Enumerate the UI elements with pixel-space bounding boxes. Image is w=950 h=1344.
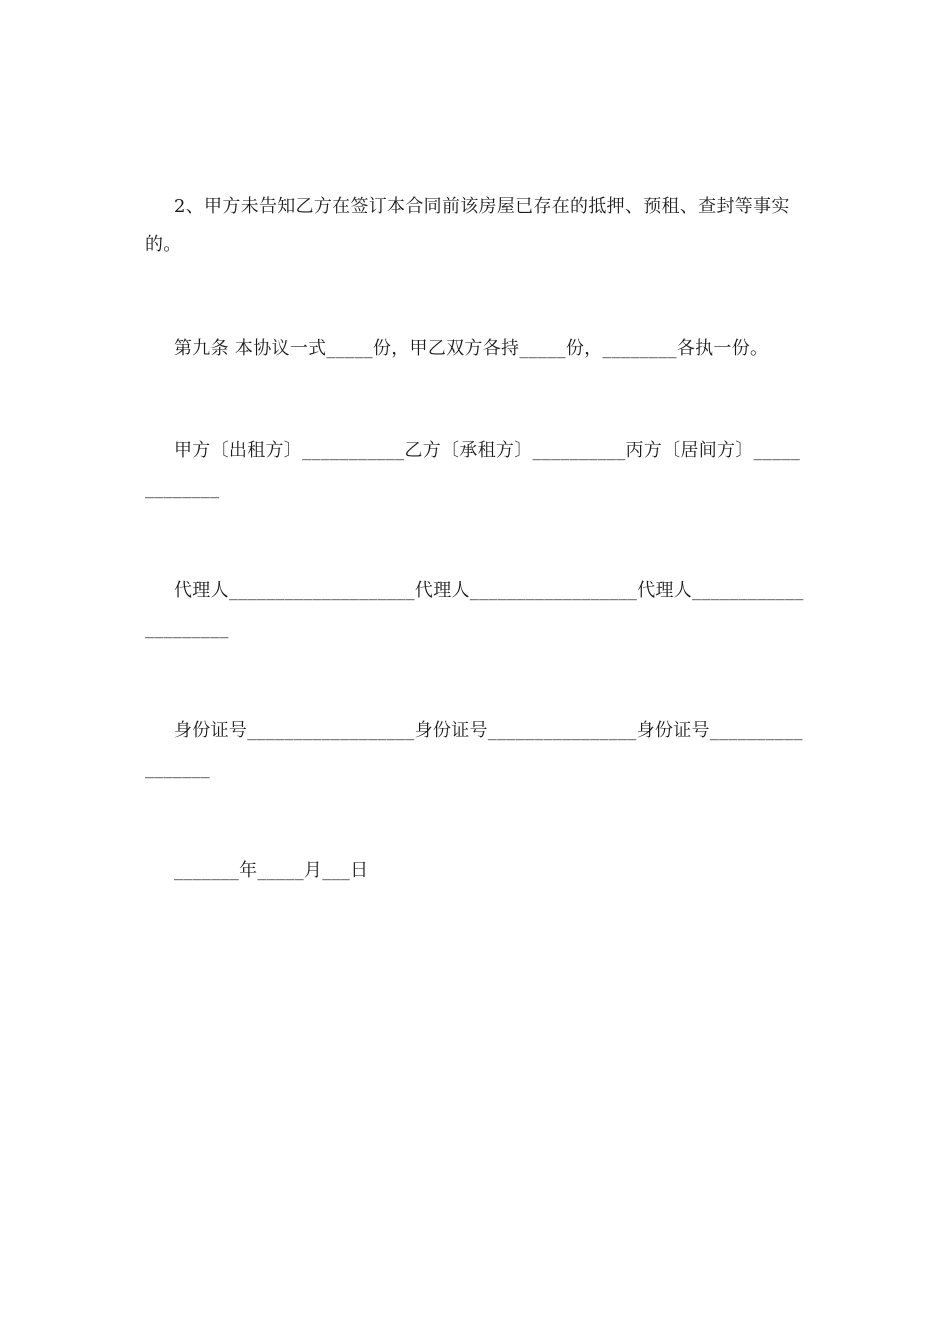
date-line: _______年_____月___日 <box>174 860 369 881</box>
clause-2-paragraph: 2、甲方未告知乙方在签订本合同前该房屋已存在的抵押、预租、查封等事实的。 <box>145 196 790 255</box>
id-number-line: 身份证号__________________身份证号________________身份证号_________________ <box>145 720 803 779</box>
parties-signature-line: 甲方〔出租方〕___________乙方〔承租方〕__________丙方〔居间方〕_____________ <box>145 440 801 499</box>
article-9-paragraph: 第九条 本协议一式_____份，甲乙双方各持_____份，________各执一份。 <box>174 338 769 359</box>
agents-signature-line: 代理人____________________代理人__________________代理人_____________________ <box>145 580 804 639</box>
